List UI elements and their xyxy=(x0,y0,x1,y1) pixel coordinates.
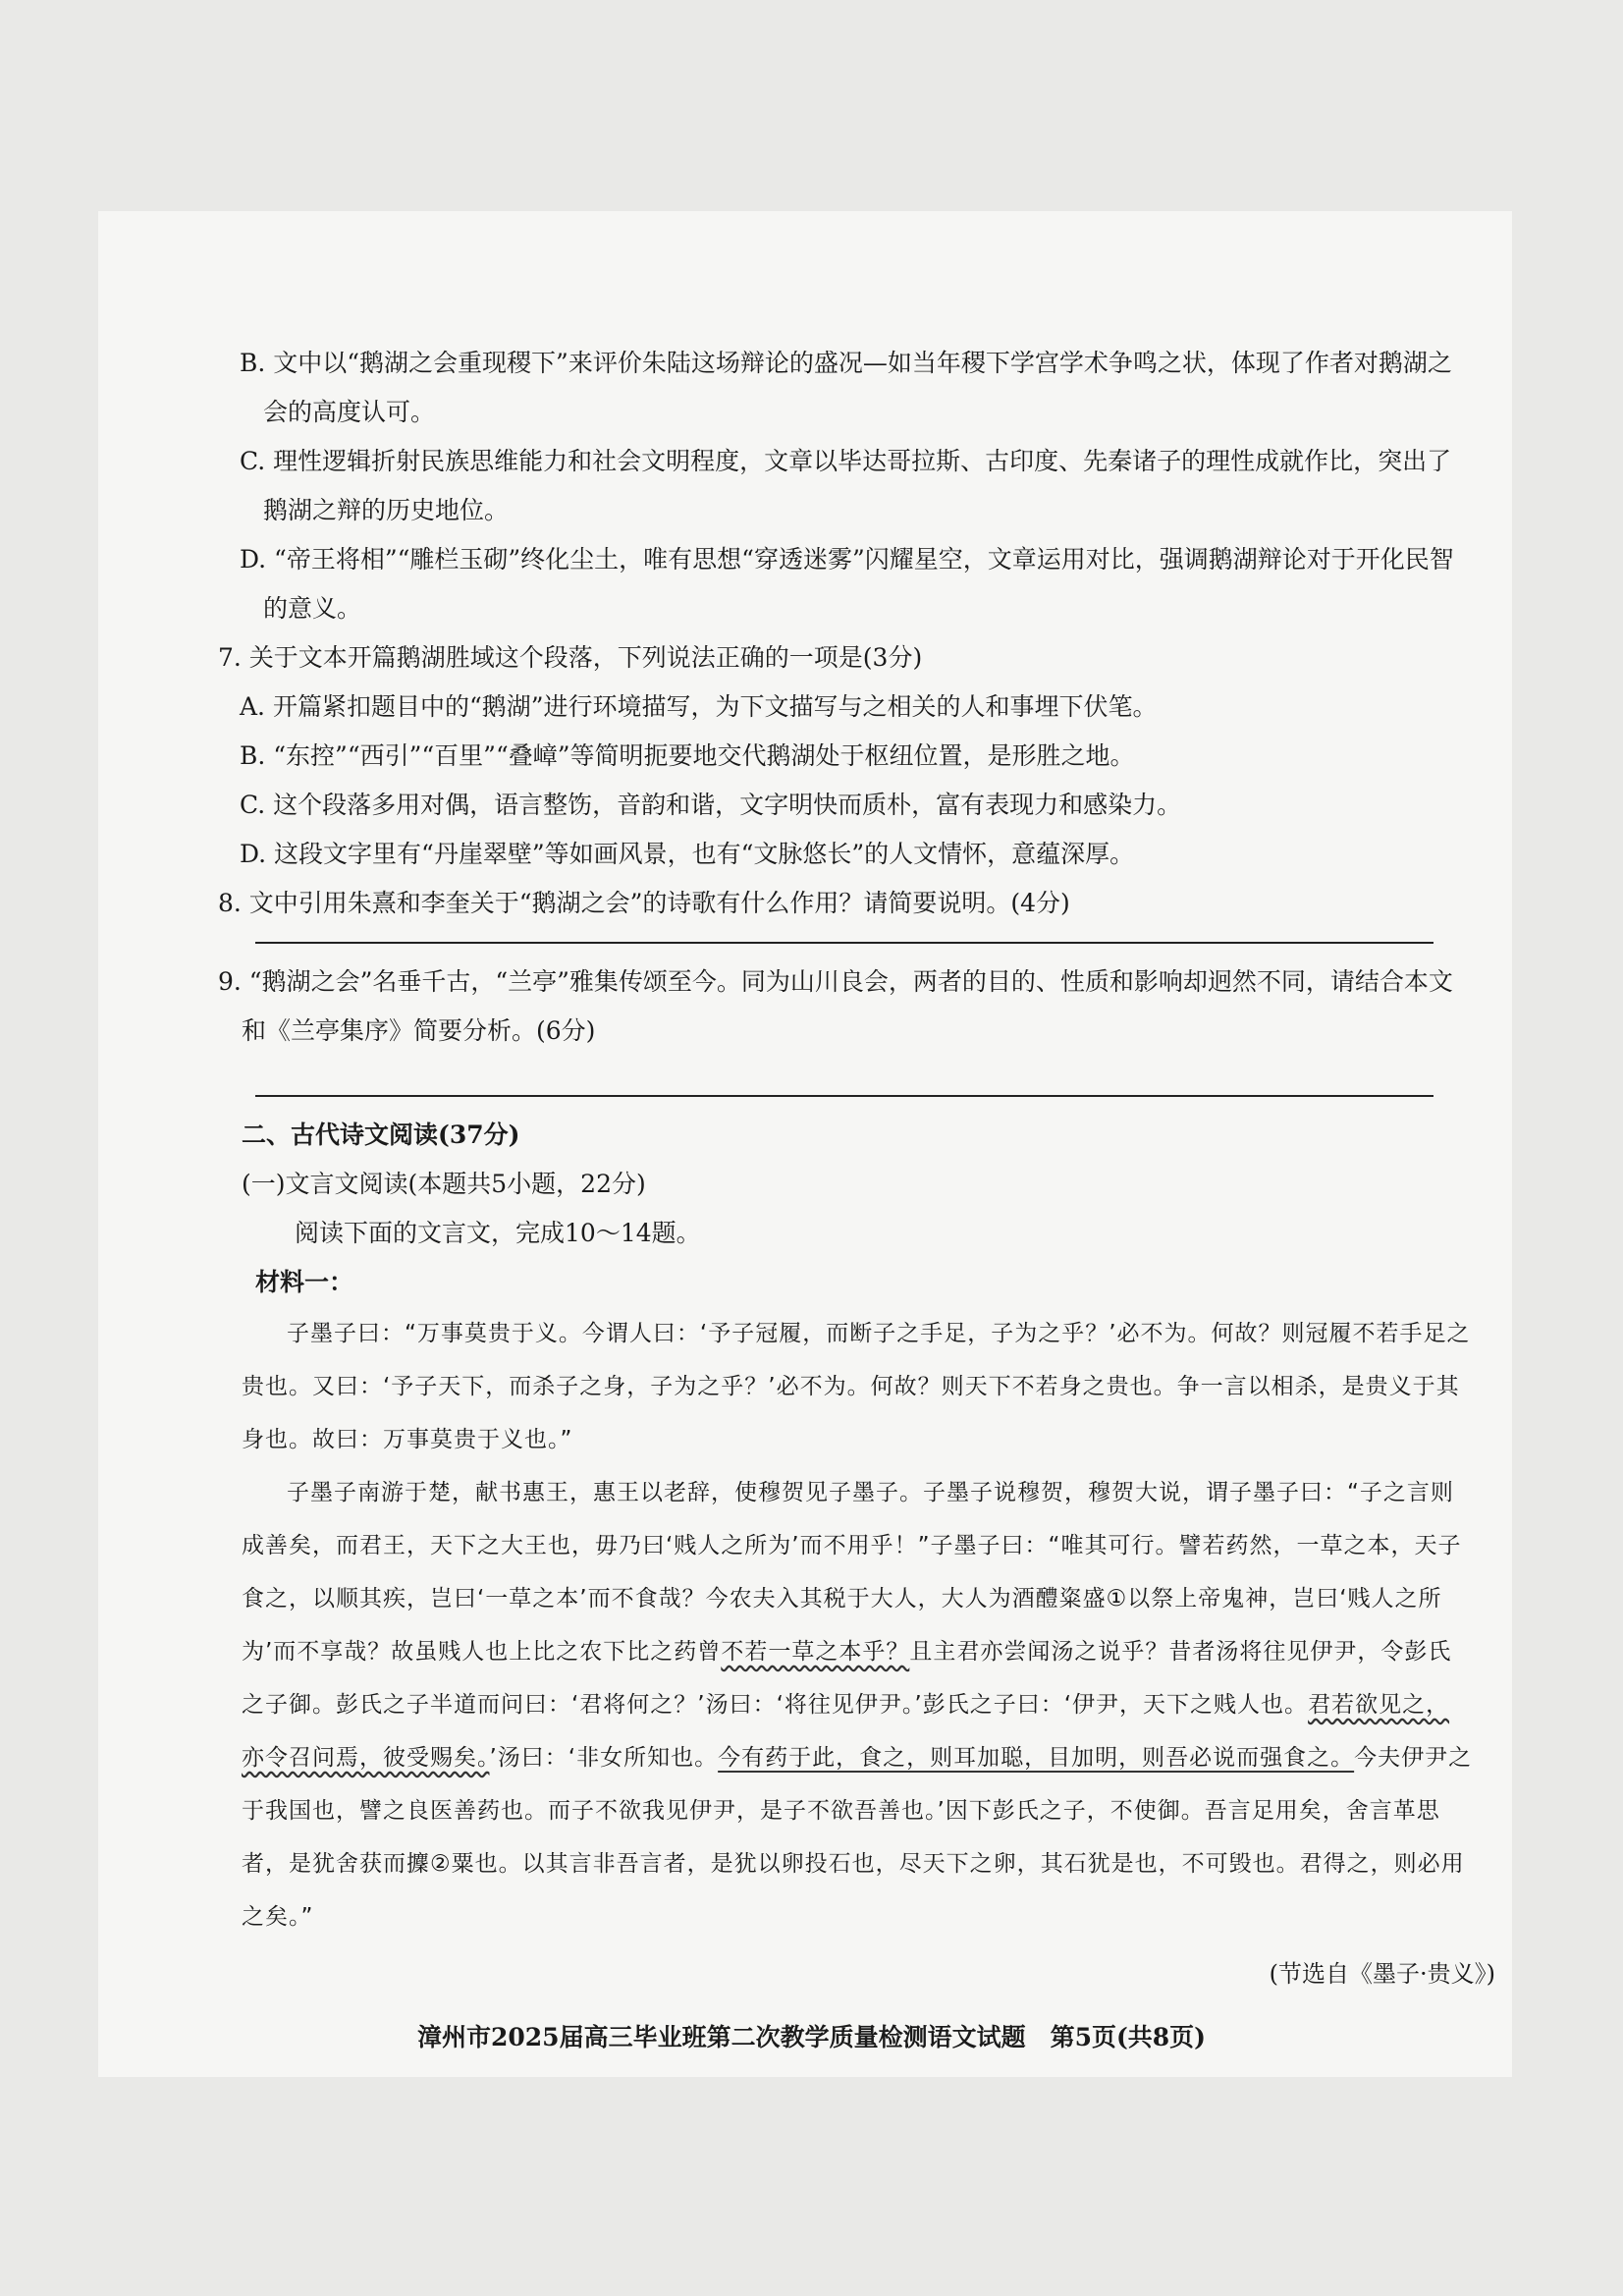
q8-stem: 8. 文中引用朱熹和李奎关于“鹅湖之会”的诗歌有什么作用？请简要说明。(4分) xyxy=(218,889,1070,917)
q7-option-a: A. 开篇紧扣题目中的“鹅湖”进行环境描写，为下文描写与之相关的人和事埋下伏笔。 xyxy=(240,692,1158,721)
section-2-heading: 二、古代诗文阅读(37分) xyxy=(242,1121,520,1149)
page-content xyxy=(147,339,1473,1943)
q7-option-b: B. “东控”“西引”“百里”“叠嶂”等简明扼要地交代鹅湖处于枢纽位置，是形胜之地。 xyxy=(240,741,1135,770)
wavy-underlined-text: 君若欲见之，亦令召问焉，彼受赐矣。 xyxy=(242,1692,1450,1771)
wavy-underlined-text: 不若一草之本乎？ xyxy=(721,1639,910,1665)
q9-answer-line[interactable] xyxy=(255,1095,1434,1097)
passage-text: 且主君亦尝闻汤之说乎？昔者汤将往见伊尹，令彭氏之子御。彭氏之子半道而问曰：‘君将何之？’汤曰：‘将往见伊尹。’彭氏之子曰：‘伊尹，天下之贱人也。 xyxy=(242,1639,1452,1718)
q7-option-d: D. 这段文字里有“丹崖翠壁”等如画风景，也有“文脉悠长”的人文情怀，意蕴深厚。 xyxy=(240,840,1135,868)
passage-paragraph-1: 子墨子曰：“万事莫贵于义。今谓人曰：‘予子冠履，而断子之手足，子为之乎？’必不为。何故？则冠履不若手足之贵也。又曰：‘予子天下，而杀子之身，子为之乎？’必不为。何故？则天下不若身之贵也。争一言以相杀，是贵义于其身也。故曰：万事莫贵于义也。” xyxy=(242,1321,1471,1452)
q6-option-c: C. 理性逻辑折射民族思维能力和社会文明程度，文章以毕达哥拉斯、古印度、先秦诸子的理性成就作比，突出了鹅湖之辩的历史地位。 xyxy=(240,447,1452,524)
q7-stem: 7. 关于文本开篇鹅湖胜域这个段落，下列说法正确的一项是(3分) xyxy=(218,643,923,672)
material-label: 材料一： xyxy=(255,1268,354,1296)
passage-text: 子墨子南游于楚，献书惠王，惠王以老辞，使穆贺见子墨子。子墨子说穆贺，穆贺大说，谓子墨子曰：“子之言则成善矣，而君王，天下之大王也，毋乃曰‘贱人之所为’而不用乎！”子墨子曰：“唯其可行。譬若药然，一草之本，天子食之，以顺其疾，岂曰‘一草之本’而不食哉？今农夫入其税于大人，大人为酒醴粢盛①以祭上帝鬼神，岂曰‘贱人之所为’而不享哉？故虽贱人也上比之农下比之药曾 xyxy=(242,1480,1462,1665)
q9-stem: 9. “鹅湖之会”名垂千古，“兰亭”雅集传颂至今。同为山川良会，两者的目的、性质和影响却迥然不同，请结合本文和《兰亭集序》简要分析。(6分) xyxy=(218,967,1453,1045)
passage-text: ’汤曰：‘非女所知也。 xyxy=(489,1745,719,1771)
q6-option-d: D. “帝王将相”“雕栏玉砌”终化尘土，唯有思想“穿透迷雾”闪耀星空，文章运用对比，强调鹅湖辩论对于开化民智的意义。 xyxy=(240,545,1454,623)
instruction: 阅读下面的文言文，完成10～14题。 xyxy=(295,1219,701,1247)
subsection-heading: (一)文言文阅读(本题共5小题，22分) xyxy=(242,1170,646,1198)
page-footer: 漳州市2025届高三毕业班第二次教学质量检测语文试题 第5页(共8页) xyxy=(416,2023,1207,2051)
q6-option-b: B. 文中以“鹅湖之会重现稷下”来评价朱陆这场辩论的盛况—如当年稷下学宫学术争鸣之状，体现了作者对鹅湖之会的高度认可。 xyxy=(240,349,1452,426)
q7-option-c: C. 这个段落多用对偶，语言整饬，音韵和谐，文字明快而质朴，富有表现力和感染力。 xyxy=(240,791,1182,819)
passage-paragraph-2 xyxy=(147,1466,1473,1943)
underlined-text: 今有药于此，食之，则耳加聪，目加明，则吾必说而强食之。 xyxy=(718,1745,1355,1771)
q8-answer-line[interactable] xyxy=(255,942,1434,944)
source-citation: (节选自《墨子·贵义》) xyxy=(1269,1960,1495,1988)
passage-text: 今夫伊尹之于我国也，譬之良医善药也。而子不欲我见伊尹，是子不欲吾善也。’因下彭氏之子，不使御。吾言足用矣，舍言革思者，是犹舍获而攈②粟也。以其言非吾言者，是犹以卵投石也，尽天下之卵，其石犹是也，不可毁也。君得之，则必用之矣。” xyxy=(242,1745,1473,1930)
